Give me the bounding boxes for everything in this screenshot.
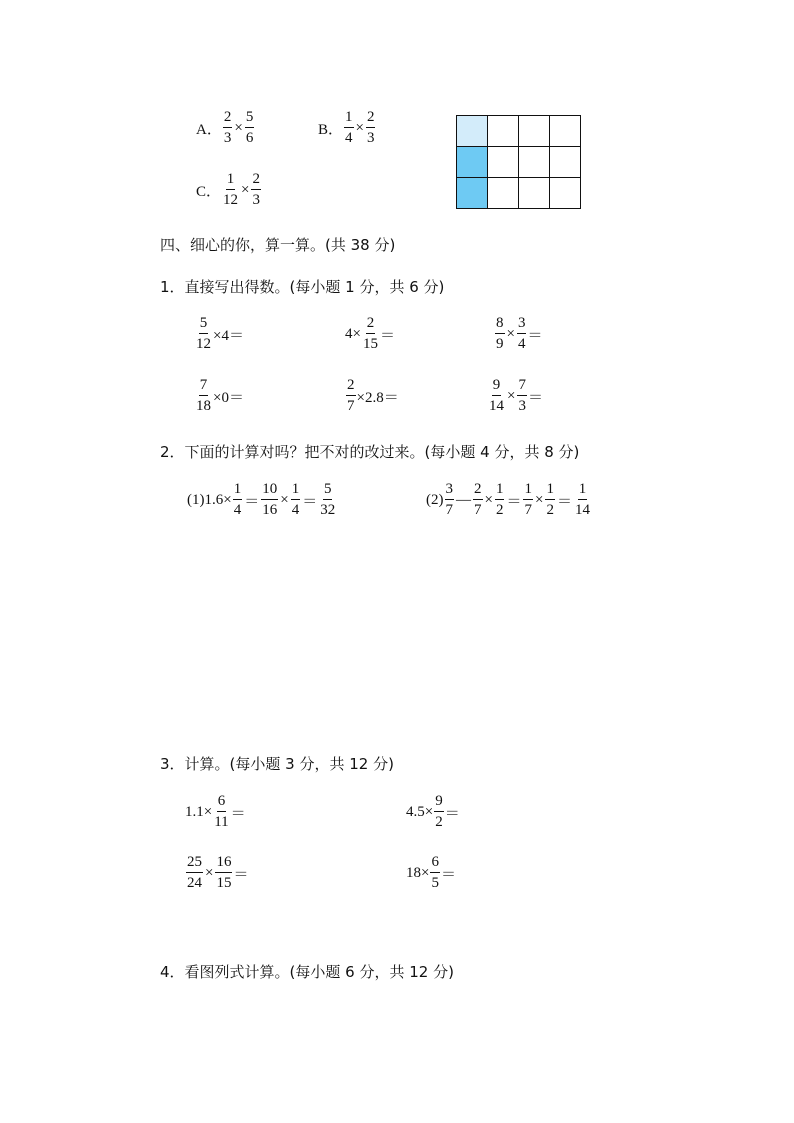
times-sign: ×: [205, 864, 214, 881]
fraction: $\frac{2}{3}$: [366, 109, 375, 146]
question-4-title: 4．看图列式计算。(每小题 6 分，共 12 分): [160, 963, 454, 981]
question-1-title: 1．直接写出得数。(每小题 1 分，共 6 分): [160, 278, 445, 296]
times-sign: ×: [507, 387, 516, 404]
q1-problem-3: [494, 316, 542, 352]
fraction: $\frac{1}{4}$: [345, 109, 353, 146]
option-a-label: A．: [196, 121, 222, 138]
shaded-grid-figure: [456, 115, 581, 209]
fraction: $\frac{2}{15}$: [362, 315, 378, 352]
option-b: [318, 110, 376, 146]
fraction: $\frac{1}{4}$: [233, 481, 242, 518]
option-b-label: B．: [318, 121, 344, 138]
grid-cell: [550, 147, 581, 178]
expression-text: ＝: [444, 805, 460, 822]
grid-cell: [519, 116, 550, 147]
equals-sign: ＝: [556, 493, 572, 510]
q3-problem-1: [185, 794, 246, 830]
q3-problem-2: [406, 794, 460, 830]
grid-cell: [457, 178, 488, 209]
q3-problem-4: [406, 855, 456, 891]
section-title: 四、细心的你，算一算。(共 38 分): [160, 236, 396, 254]
equals-sign: ＝: [302, 493, 318, 510]
expression-text: 4×: [345, 325, 361, 342]
fraction: $\frac{6}{11}$: [214, 793, 229, 830]
fraction: $\frac{9}{2}$: [435, 793, 443, 830]
option-c-label: C．: [196, 183, 222, 200]
times-sign: ×: [506, 325, 515, 342]
expression-text: 4.5×: [406, 803, 434, 820]
q2-expression-2: [426, 482, 592, 518]
q1-problem-2: [345, 316, 395, 352]
times-sign: ×: [234, 119, 243, 136]
grid-cell: [488, 147, 519, 178]
times-sign: ×: [534, 491, 544, 508]
times-sign: ×: [280, 491, 289, 508]
fraction: $\frac{5}{12}$: [196, 315, 211, 352]
fraction: $\frac{1}{14}$: [574, 481, 590, 518]
equals-sign: ＝: [244, 493, 260, 510]
q3-problem-3: [185, 855, 248, 891]
q1-problem-1: [194, 316, 244, 352]
times-sign: ×: [484, 491, 493, 508]
grid-cell: [488, 116, 519, 147]
fraction: $\frac{1}{2}$: [495, 481, 504, 518]
expression-text: ×4＝: [213, 327, 244, 344]
fraction: $\frac{5}{6}$: [245, 109, 254, 146]
minus-sign: —: [456, 491, 471, 508]
q1-problem-6: [487, 378, 543, 414]
equals-sign: ＝: [506, 493, 522, 510]
fraction: $\frac{2}{7}$: [474, 481, 482, 518]
fraction: $\frac{6}{5}$: [431, 854, 439, 891]
expression-text: 1.1×: [185, 803, 213, 820]
fraction: $\frac{1}{4}$: [291, 481, 300, 518]
fraction: $\frac{9}{14}$: [489, 377, 504, 414]
fraction: $\frac{16}{15}$: [216, 854, 232, 891]
fraction: $\frac{7}{3}$: [518, 377, 526, 414]
q2-expression-1: [187, 482, 337, 518]
expression-text: ＝: [527, 389, 543, 406]
fraction: $\frac{3}{7}$: [445, 481, 453, 518]
expression-text: ＝: [379, 327, 395, 344]
expression-text: (1)1.6×: [187, 491, 232, 508]
fraction: $\frac{7}{18}$: [196, 377, 211, 414]
expression-text: ×0＝: [213, 389, 244, 406]
question-3-title: 3．计算。(每小题 3 分，共 12 分): [160, 755, 394, 773]
grid-cell: [457, 116, 488, 147]
fraction: $\frac{2}{3}$: [223, 109, 232, 146]
question-2-title: 2．下面的计算对吗？把不对的改过来。(每小题 4 分，共 8 分): [160, 443, 580, 461]
fraction: $\frac{1}{2}$: [546, 481, 554, 518]
times-sign: ×: [355, 119, 364, 136]
grid-cell: [519, 178, 550, 209]
fraction: $\frac{3}{4}$: [517, 315, 526, 352]
grid-cell: [457, 147, 488, 178]
expression-text: ＝: [527, 327, 543, 344]
fraction: $\frac{1}{12}$: [223, 171, 239, 208]
fraction: $\frac{1}{7}$: [524, 481, 532, 518]
times-sign: ×: [241, 181, 250, 198]
fraction: $\frac{8}{9}$: [496, 315, 504, 352]
grid-cell: [488, 178, 519, 209]
expression-text: 18×: [406, 864, 430, 881]
option-a: [196, 110, 255, 146]
expression-text: (2): [426, 491, 444, 508]
grid-cell: [550, 178, 581, 209]
expression-text: ＝: [230, 805, 246, 822]
expression-text: ×2.8＝: [356, 389, 399, 406]
grid-cell: [550, 116, 581, 147]
q1-problem-4: [194, 378, 244, 414]
expression-text: ＝: [440, 866, 456, 883]
fraction: $\frac{2}{7}$: [347, 377, 355, 414]
fraction: $\frac{10}{16}$: [262, 481, 278, 518]
fraction: $\frac{2}{3}$: [252, 171, 260, 208]
grid-cell: [519, 147, 550, 178]
q1-problem-5: [345, 378, 399, 414]
fraction: $\frac{25}{24}$: [187, 854, 202, 891]
option-c: [196, 172, 262, 208]
fraction: $\frac{5}{32}$: [320, 481, 336, 518]
expression-text: ＝: [233, 866, 249, 883]
